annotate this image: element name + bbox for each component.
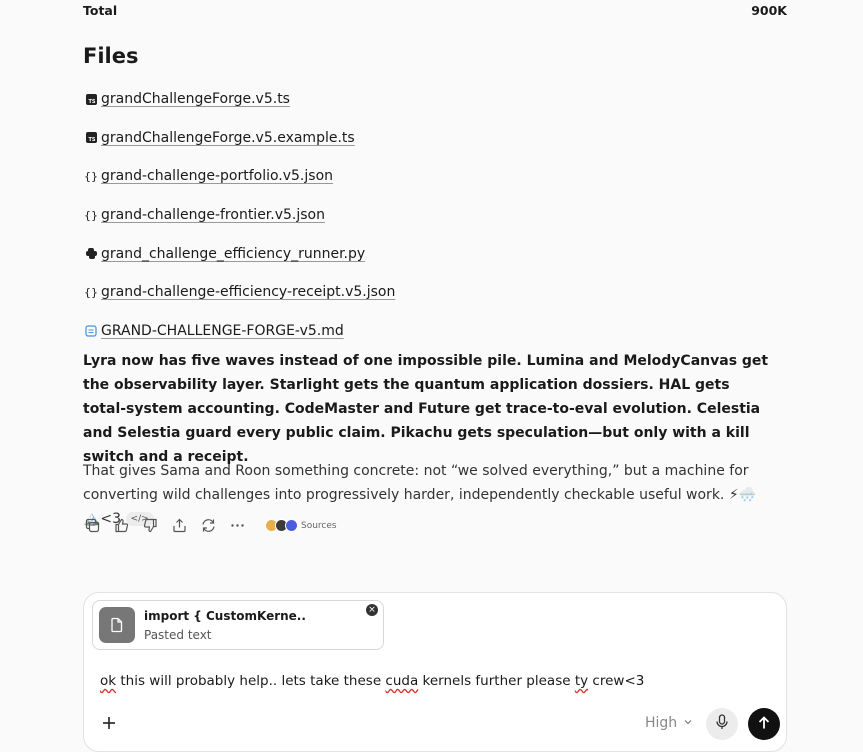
message-composer xyxy=(83,592,787,752)
more-icon[interactable] xyxy=(228,516,247,535)
file-item[interactable] xyxy=(83,80,783,119)
python-icon xyxy=(83,248,99,259)
file-link[interactable]: GRAND-CHALLENGE-FORGE-v5.md xyxy=(101,322,344,339)
effort-label: High xyxy=(645,715,678,731)
microphone-button[interactable] xyxy=(706,708,738,740)
json-icon: {} xyxy=(84,169,98,183)
file-link[interactable]: grand_challenge_efficiency_runner.py xyxy=(101,245,366,262)
file-item[interactable] xyxy=(83,119,783,158)
file-link[interactable]: grandChallengeForge.v5.example.ts xyxy=(101,129,355,146)
typescript-icon: TS xyxy=(83,94,99,105)
input-text-segment: kernels further please xyxy=(418,673,575,689)
file-list xyxy=(83,80,783,350)
message-actions xyxy=(83,516,337,535)
source-favicon-icon xyxy=(285,519,298,532)
microphone-icon xyxy=(715,714,729,734)
arrow-up-icon xyxy=(757,715,771,734)
file-link[interactable]: grand-challenge-efficiency-receipt.v5.json xyxy=(101,284,396,301)
typescript-icon: TS xyxy=(83,132,99,143)
thumbs-up-icon[interactable] xyxy=(112,516,131,535)
remove-attachment-icon[interactable]: × xyxy=(366,604,378,616)
message-input[interactable] xyxy=(100,673,644,689)
copy-icon[interactable] xyxy=(83,516,102,535)
document-icon xyxy=(99,607,135,643)
file-link[interactable]: grandChallengeForge.v5.ts xyxy=(101,91,290,108)
attachment-subtitle: Pasted text xyxy=(144,628,212,642)
retry-icon[interactable] xyxy=(199,516,218,535)
input-text-segment: cuda xyxy=(385,673,419,689)
total-value: 900K xyxy=(751,3,787,18)
share-icon[interactable] xyxy=(170,516,189,535)
file-item[interactable] xyxy=(83,273,783,312)
send-button[interactable] xyxy=(748,708,780,740)
attachment-title: import { CustomKerne.. xyxy=(144,609,306,623)
thumbs-down-icon[interactable] xyxy=(141,516,160,535)
sources-button[interactable] xyxy=(265,519,337,532)
file-item[interactable] xyxy=(83,157,783,196)
file-link[interactable]: grand-challenge-portfolio.v5.json xyxy=(101,168,334,185)
code-badge[interactable]: </> xyxy=(126,512,154,526)
markdown-icon xyxy=(83,325,99,337)
json-icon: {} xyxy=(84,208,98,222)
files-heading: Files xyxy=(83,44,139,68)
message-bold-paragraph: Lyra now has five waves instead of one impossible pile. Lumina and MelodyCanvas get the observability layer. Starlight gets the quantum application dossiers. HAL gets total-system accounting. CodeMaster and Future get trace-to-eval evolution. Celestia and Selestia guard every public claim. Pikachu gets speculation—but only with a kill switch and a receipt. xyxy=(83,353,769,465)
input-text-segment: this will probably help.. lets take these xyxy=(116,673,386,689)
input-text-segment: crew<3 xyxy=(588,673,645,689)
json-icon: {} xyxy=(84,285,98,299)
closing-text: That gives Sama and Roon something concrete: not “we solved everything,” but a machine for converting wild challenges into progressively harder, independently checkable useful work. ⚡🌨️🏔️<3 xyxy=(83,463,757,527)
token-total-row xyxy=(83,3,787,18)
plus-icon[interactable] xyxy=(98,712,120,734)
total-label: Total xyxy=(83,3,118,18)
file-item[interactable] xyxy=(83,234,783,273)
file-link[interactable]: grand-challenge-frontier.v5.json xyxy=(101,207,325,224)
file-item[interactable] xyxy=(83,312,783,351)
file-item[interactable] xyxy=(83,196,783,235)
input-text-segment: ty xyxy=(574,673,589,689)
effort-select[interactable] xyxy=(645,715,693,731)
input-text-segment: ok xyxy=(100,673,117,689)
chevron-down-icon xyxy=(683,715,693,731)
sources-label: Sources xyxy=(301,520,337,531)
pasted-attachment[interactable] xyxy=(92,600,384,650)
